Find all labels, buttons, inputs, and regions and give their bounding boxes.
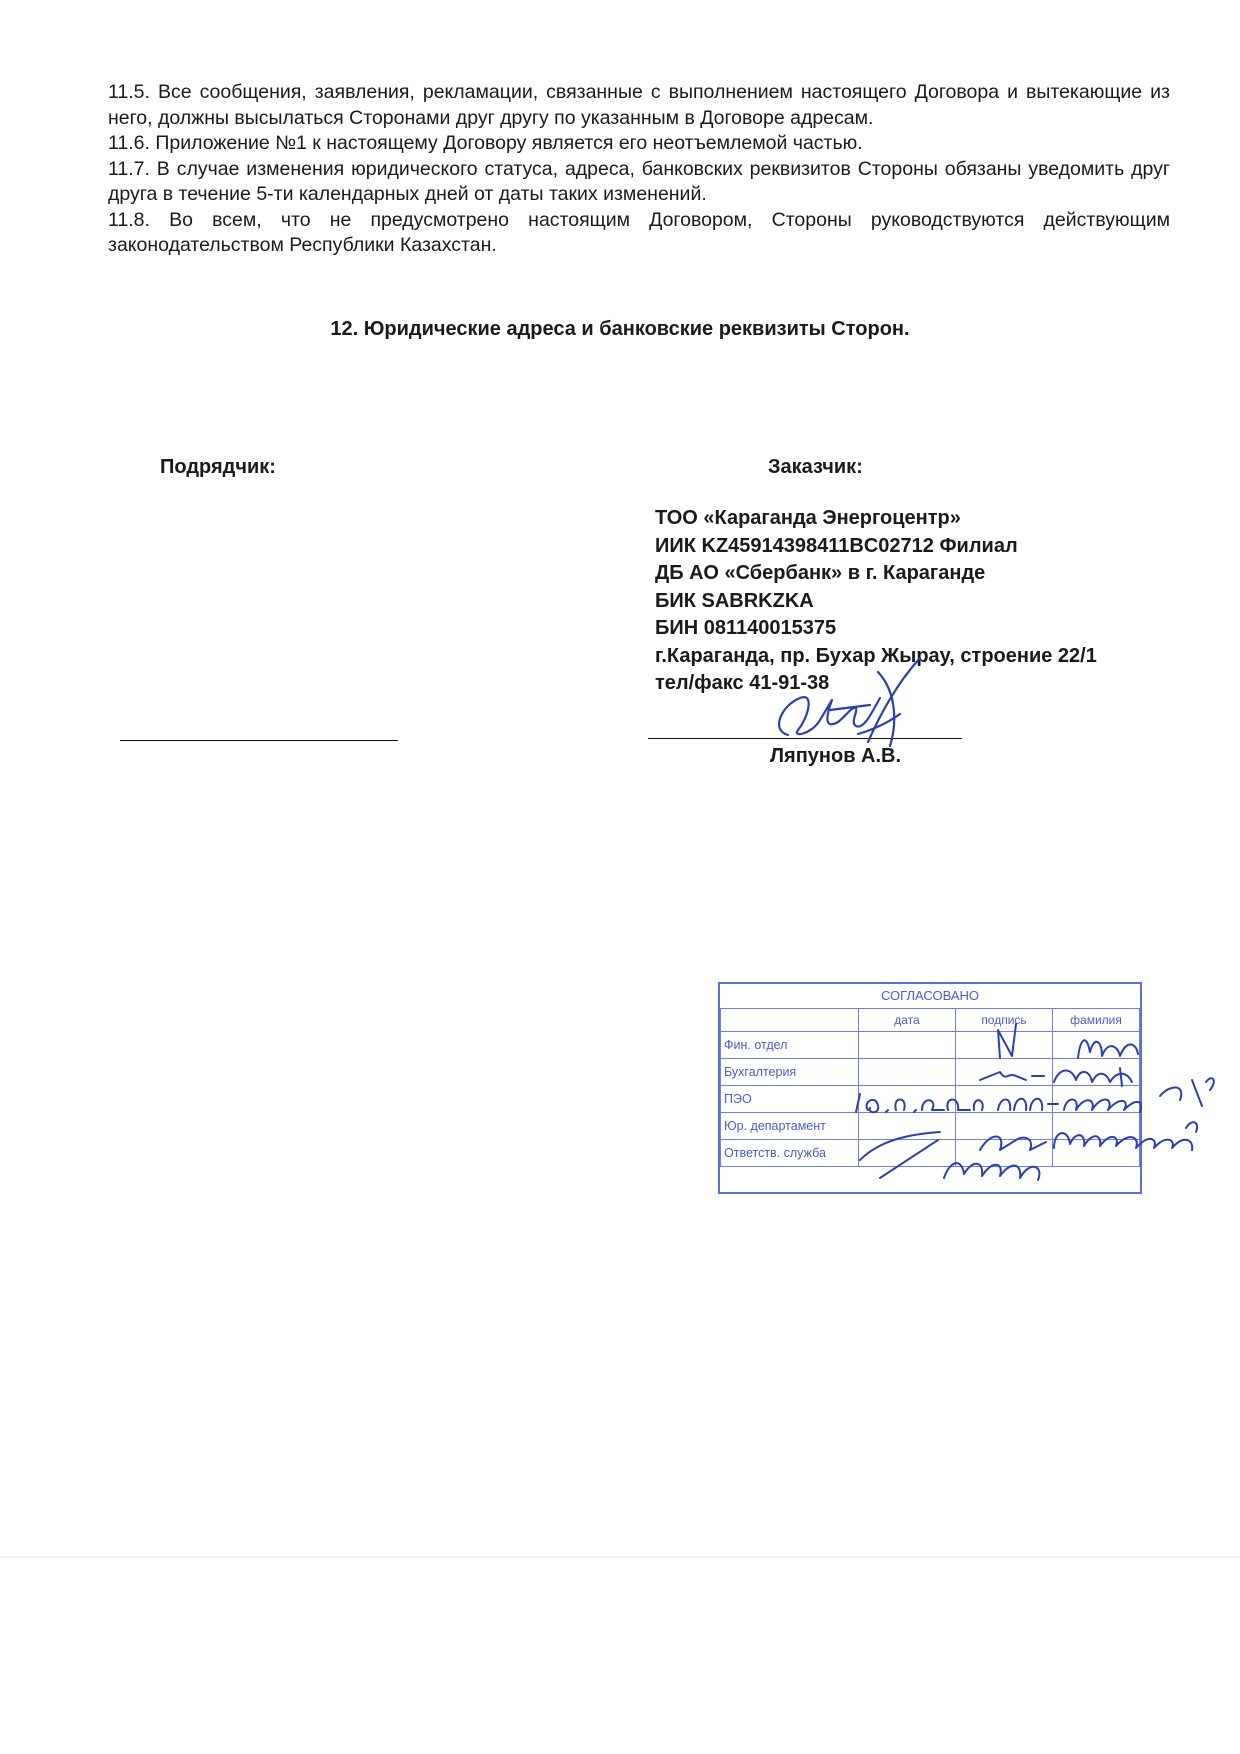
row-label: Юр. департамент [721, 1113, 859, 1140]
column-surname: фамилия [1053, 1009, 1140, 1032]
column-signature: подпись [956, 1009, 1053, 1032]
customer-signature [760, 650, 930, 750]
customer-label: Заказчик: [768, 456, 863, 478]
row-label: Бухгалтерия [721, 1059, 859, 1086]
column-date: дата [859, 1009, 956, 1032]
customer-iik: ИИК KZ45914398411BC02712 Филиал [655, 534, 1018, 557]
row-label: ПЭО [721, 1086, 859, 1113]
customer-bin: БИН 081140015375 [655, 617, 837, 639]
contract-clauses [108, 80, 1170, 259]
clause-11-8: 11.8. Во всем, что не предусмотрено настоящим Договором, Стороны руководствуются действующим законодательством Республики Казахстан. [108, 208, 1170, 256]
row-label: Ответств. служба [721, 1140, 859, 1167]
customer-address: г.Караганда, пр. Бухар Жырау, строение 22/1 [655, 644, 1097, 667]
customer-phone: тел/факс 41-91-38 [655, 672, 830, 694]
section-title: 12. Юридические адреса и банковские реквизиты Сторон. [330, 318, 910, 340]
stamp-handwriting [840, 1010, 1220, 1190]
customer-signer-name: Ляпунов А.В. [770, 745, 902, 767]
scan-edge-line [0, 1556, 1240, 1558]
clause-11-6: 11.6. Приложение №1 к настоящему Договору является его неотъемлемой частью. [108, 132, 863, 154]
customer-bank: ДБ АО «Сбербанк» в г. Караганде [655, 562, 986, 584]
stamp-title: СОГЛАСОВАНО [720, 984, 1140, 1009]
customer-bik: БИК SABRKZKA [655, 589, 814, 612]
row-label: Фин. отдел [721, 1032, 859, 1059]
clause-11-5: 11.5. Все сообщения, заявления, рекламации, связанные с выполнением настоящего Договора и вытекающие из него, должны высылаться Сторонами друг другу по указанным в Договоре адресам. [108, 81, 1170, 129]
clause-11-7: 11.7. В случае изменения юридического статуса, адреса, банковских реквизитов Стороны обязаны уведомить друг друга в течение 5-ти календарных дней от даты таких изменений. [108, 157, 1170, 205]
customer-company: ТОО «Караганда Энергоцентр» [655, 507, 961, 529]
contractor-label: Подрядчик: [160, 456, 276, 478]
contractor-signature-line [120, 740, 398, 741]
